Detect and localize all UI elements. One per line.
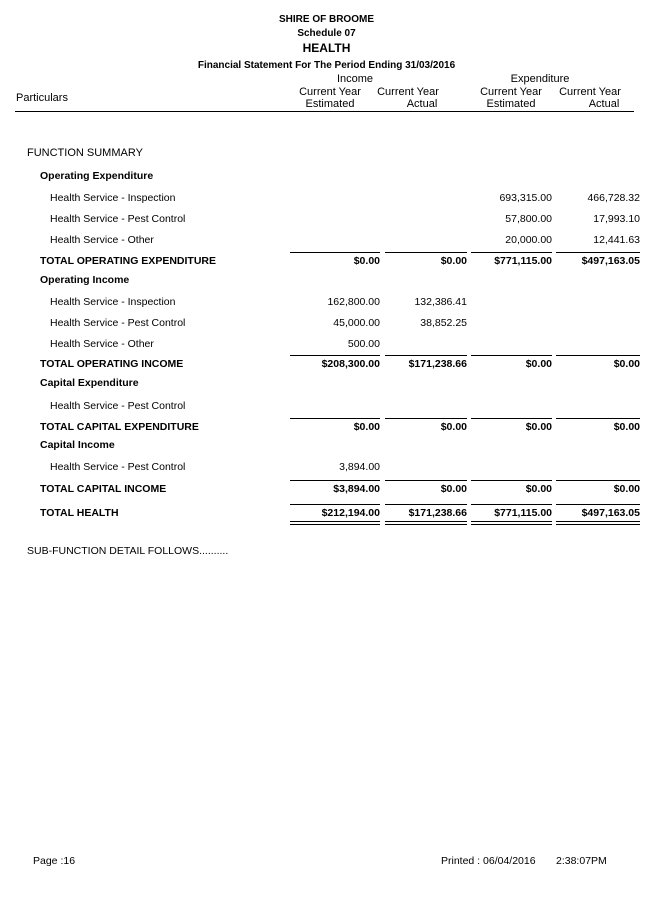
expenditure-actual-header-line2: Actual [588, 98, 620, 110]
total-label: TOTAL HEALTH [40, 507, 119, 519]
amount-cell: $171,238.66 [408, 358, 467, 370]
sub-function-note: SUB-FUNCTION DETAIL FOLLOWS.......... [27, 545, 229, 557]
printed-date: Printed : 06/04/2016 [441, 855, 536, 867]
subtotal-rule [556, 418, 640, 419]
amount-cell: 57,800.00 [505, 213, 552, 225]
total-label: TOTAL OPERATING EXPENDITURE [40, 255, 216, 267]
total-label: TOTAL CAPITAL INCOME [40, 483, 167, 495]
amount-cell: 12,441.63 [593, 234, 640, 246]
amount-cell: $771,115.00 [494, 255, 552, 267]
amount-cell: 3,894.00 [339, 461, 380, 473]
subtotal-rule [471, 252, 552, 253]
amount-cell: 162,800.00 [327, 296, 380, 308]
printed-time: 2:38:07PM [556, 855, 607, 867]
total-label: TOTAL CAPITAL EXPENDITURE [40, 421, 199, 433]
income-group-header: Income [336, 73, 374, 85]
section-heading: Capital Income [40, 439, 115, 451]
grand-total-double-rule [471, 521, 552, 525]
org-name: SHIRE OF BROOME [278, 14, 374, 25]
amount-cell: $497,163.05 [581, 255, 640, 267]
amount-cell: $771,115.00 [494, 507, 552, 519]
subtotal-rule [385, 480, 467, 481]
line-item-label: Health Service - Pest Control [50, 213, 186, 225]
section-heading: Operating Expenditure [40, 170, 154, 182]
amount-cell: $3,894.00 [333, 483, 380, 495]
header-rule [15, 111, 634, 112]
subtotal-rule [385, 355, 467, 356]
particulars-header: Particulars [16, 92, 68, 104]
amount-cell: 17,993.10 [593, 213, 640, 225]
line-item-label: Health Service - Pest Control [50, 317, 186, 329]
schedule-number: Schedule 07 [297, 28, 356, 39]
expenditure-group-header: Expenditure [510, 73, 570, 85]
amount-cell: $0.00 [440, 255, 467, 267]
grand-total-double-rule [290, 521, 380, 525]
subtotal-rule [290, 418, 380, 419]
amount-cell: 693,315.00 [499, 192, 552, 204]
income-actual-header-line1: Current Year [377, 86, 439, 98]
amount-cell: $0.00 [353, 421, 380, 433]
amount-cell: $0.00 [440, 483, 467, 495]
grand-total-double-rule [556, 521, 640, 525]
expenditure-actual-header-line1: Current Year [559, 86, 621, 98]
section-title: HEALTH [302, 41, 351, 55]
line-item-label: Health Service - Other [50, 234, 154, 246]
amount-cell: $0.00 [525, 358, 552, 370]
section-heading: Operating Income [40, 274, 130, 286]
amount-cell: $171,238.66 [408, 507, 467, 519]
total-label: TOTAL OPERATING INCOME [40, 358, 184, 370]
subtotal-rule [385, 504, 467, 505]
statement-title: Financial Statement For The Period Ending 31/03/2016 [197, 60, 456, 71]
subtotal-rule [556, 480, 640, 481]
amount-cell: 20,000.00 [505, 234, 552, 246]
amount-cell: $0.00 [440, 421, 467, 433]
amount-cell: 38,852.25 [420, 317, 467, 329]
income-estimated-header-line1: Current Year [299, 86, 361, 98]
amount-cell: $0.00 [353, 255, 380, 267]
income-estimated-header-line2: Estimated [305, 98, 355, 110]
amount-cell: $0.00 [613, 421, 640, 433]
expenditure-estimated-header-line2: Estimated [486, 98, 536, 110]
line-item-label: Health Service - Inspection [50, 192, 176, 204]
line-item-label: Health Service - Inspection [50, 296, 176, 308]
amount-cell: $212,194.00 [321, 507, 380, 519]
subtotal-rule [290, 504, 380, 505]
amount-cell: 132,386.41 [414, 296, 467, 308]
amount-cell: $0.00 [613, 483, 640, 495]
subtotal-rule [290, 480, 380, 481]
subtotal-rule [471, 418, 552, 419]
subtotal-rule [471, 355, 552, 356]
income-actual-header-line2: Actual [406, 98, 438, 110]
amount-cell: $497,163.05 [581, 507, 640, 519]
line-item-label: Health Service - Other [50, 338, 154, 350]
subtotal-rule [471, 504, 552, 505]
amount-cell: 500.00 [347, 338, 380, 350]
line-item-label: Health Service - Pest Control [50, 461, 186, 473]
amount-cell: $0.00 [525, 483, 552, 495]
amount-cell: 45,000.00 [333, 317, 380, 329]
grand-total-double-rule [385, 521, 467, 525]
amount-cell: $0.00 [613, 358, 640, 370]
amount-cell: 466,728.32 [587, 192, 640, 204]
subtotal-rule [290, 355, 380, 356]
subtotal-rule [471, 480, 552, 481]
subtotal-rule [556, 355, 640, 356]
subtotal-rule [385, 252, 467, 253]
amount-cell: $208,300.00 [321, 358, 380, 370]
subtotal-rule [290, 252, 380, 253]
line-item-label: Health Service - Pest Control [50, 400, 186, 412]
subtotal-rule [556, 504, 640, 505]
function-summary-heading: FUNCTION SUMMARY [27, 147, 143, 159]
subtotal-rule [556, 252, 640, 253]
page-number: Page :16 [33, 855, 76, 867]
subtotal-rule [385, 418, 467, 419]
expenditure-estimated-header-line1: Current Year [480, 86, 542, 98]
section-heading: Capital Expenditure [40, 377, 139, 389]
amount-cell: $0.00 [525, 421, 552, 433]
